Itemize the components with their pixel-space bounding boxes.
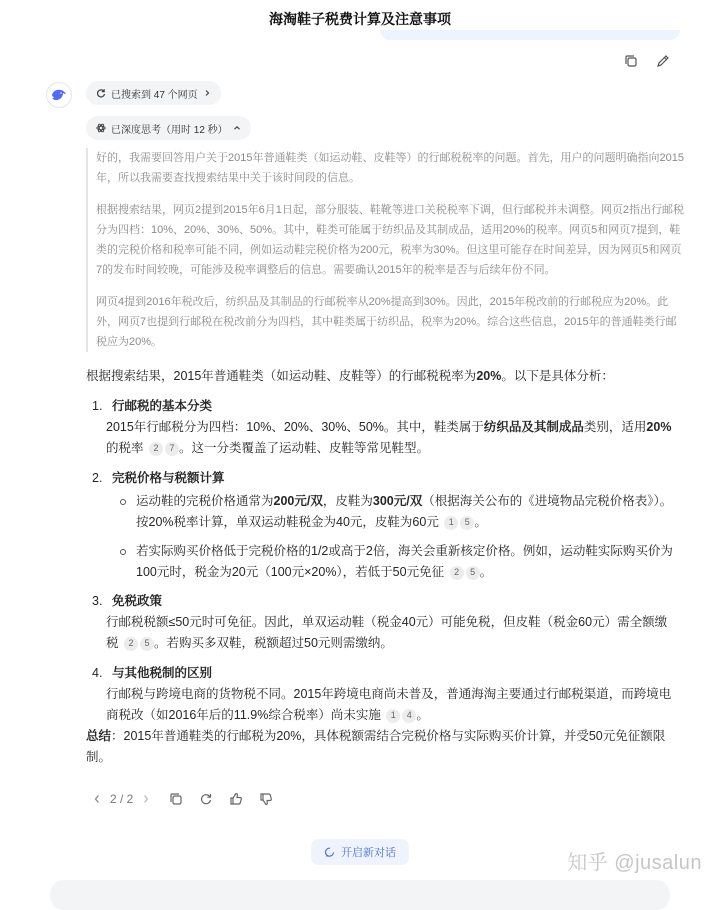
citation-badge[interactable]: 1 — [386, 709, 400, 723]
section-title: 完税价格与税额计算 — [112, 471, 225, 485]
section-body: 行邮税与跨境电商的货物税不同。2015年跨境电商尚未普及，普通海淘主要通过行邮税渠道，而跨境电商税改（如2016年后的11.9%综合税率）尚未实施 1 4 。 — [106, 687, 672, 722]
thumbs-up-icon[interactable] — [227, 790, 245, 808]
regenerate-icon[interactable] — [197, 790, 215, 808]
response-pager — [88, 790, 155, 808]
answer-content — [86, 366, 676, 768]
section-exemption: 3. 免税政策 行邮税税额≤50元时可免征。因此，单双运动鞋（税金40元）可能免税，但皮鞋（税金60元）需全额缴税 2 5 。若购买多双鞋，税额超过50元则需缴纳。 — [86, 591, 676, 654]
copy-icon[interactable] — [167, 790, 185, 808]
response-actions — [88, 790, 275, 808]
citation-badge[interactable]: 2 — [149, 442, 163, 456]
section-body: 2015年行邮税分为四档：10%、20%、30%、50%。其中，鞋类属于纺织品及其制成品类别，适用20%的税率 2 7 。这一分类覆盖了运动鞋、皮鞋等常见鞋型。 — [106, 420, 672, 455]
assistant-avatar — [46, 82, 72, 108]
thinking-paragraph: 网页4提到2016年税改后，纺织品及其制品的行邮税率从20%提高到30%。因此，2015年税改前的行邮税应为20%。此外，网页7也提到行邮税在税改前分为四档，其中鞋类属于纺织品，税率为20%。综合这些信息，2015年的普通鞋类行邮税应为20%。 — [96, 296, 677, 348]
citation-badge[interactable]: 2 — [124, 637, 138, 651]
citation-badge[interactable]: 7 — [165, 442, 179, 456]
section-title: 行邮税的基本分类 — [112, 399, 213, 413]
search-results-chip[interactable] — [86, 81, 221, 105]
answer-intro: 根据搜索结果，2015年普通鞋类（如运动鞋、皮鞋等）的行邮税税率为20%。以下是具体分析： — [86, 369, 614, 383]
edit-icon[interactable] — [654, 52, 672, 70]
chevron-right-icon — [203, 89, 211, 97]
section-title: 免税政策 — [112, 594, 163, 608]
copy-icon[interactable] — [622, 52, 640, 70]
citation-badge[interactable]: 5 — [460, 516, 474, 530]
section-comparison: 4. 与其他税制的区别 行邮税与跨境电商的货物税不同。2015年跨境电商尚未普及，普通海淘主要通过行邮税渠道，而跨境电商税改（如2016年后的11.9%综合税率）尚未实施 1 4 。 — [86, 663, 676, 726]
chat-input-box[interactable] — [50, 880, 670, 910]
citation-badge[interactable]: 4 — [402, 709, 416, 723]
citation-badge[interactable]: 5 — [466, 566, 480, 580]
conversation-title: 海淘鞋子税费计算及注意事项 — [269, 11, 451, 27]
citation-badge[interactable]: 2 — [450, 566, 464, 580]
new-chat-icon — [324, 846, 336, 858]
section-title: 与其他税制的区别 — [112, 666, 213, 680]
citation-badge[interactable]: 5 — [140, 637, 154, 651]
new-chat-label: 开启新对话 — [341, 847, 396, 859]
thinking-paragraph: 好的，我需要回答用户关于2015年普通鞋类（如运动鞋、皮鞋等）的行邮税税率的问题。首先，用户的问题明确指向2015年，所以我需要查找搜索结果中关于该时间段的信息。 — [96, 152, 684, 184]
summary: 总结：2015年普通鞋类的行邮税为20%，具体税额需结合完税价格与实际购买价计算，并受50元免征额限制。 — [86, 729, 666, 764]
bullet-item: 若实际购买价格低于完税价格的1/2或高于2倍，海关会重新核定价格。例如，运动鞋实际购买价为100元时，税金为20元（100元×20%），若低于50元免征 2 5 。 — [136, 541, 676, 583]
thinking-atom-icon — [96, 123, 106, 133]
section-tax-categories: 1. 行邮税的基本分类 2015年行邮税分为四档：10%、20%、30%、50%。其中，鞋类属于纺织品及其制成品类别，适用20%的税率 2 7 。这一分类覆盖了运动鞋、皮鞋等常见鞋型。 — [86, 396, 676, 459]
section-body: 行邮税税额≤50元时可免征。因此，单双运动鞋（税金40元）可能免税，但皮鞋（税金60元）需全额缴税 2 5 。若购买多双鞋，税额超过50元则需缴纳。 — [106, 615, 668, 650]
new-chat-button[interactable] — [311, 839, 409, 865]
thumbs-down-icon[interactable] — [257, 790, 275, 808]
deep-thinking-chip[interactable] — [86, 116, 251, 140]
chevron-left-icon[interactable] — [88, 790, 106, 808]
pager-text: 2 / 2 — [110, 792, 134, 806]
chevron-up-icon — [233, 124, 241, 132]
think-chip-label: 已深度思考（用时 12 秒） — [111, 124, 228, 136]
chevron-right-icon[interactable] — [137, 790, 155, 808]
watermark: 知乎 @jusalun — [567, 852, 702, 874]
search-refresh-icon — [96, 88, 106, 98]
citation-badge[interactable]: 1 — [444, 516, 458, 530]
search-chip-label: 已搜索到 47 个网页 — [111, 89, 198, 101]
section-price-calculation: 2. 完税价格与税额计算 运动鞋的完税价格通常为200元/双，皮鞋为300元/双（根据海关公布的《进境物品完税价格表》）。按20%税率计算，单双运动鞋税金为40元，皮鞋为60元 1 5 。 若实际购买价格低于完税价格的1/2或高于2倍，海关会重新核定价格。例如，运动鞋实际购买价为100元时，税金为20元（100元×20%），若低于50元免征 2 5 。 — [86, 468, 676, 583]
user-message-bubble — [380, 30, 680, 40]
message-actions — [622, 52, 672, 70]
thinking-content — [86, 148, 686, 352]
bullet-item: 运动鞋的完税价格通常为200元/双，皮鞋为300元/双（根据海关公布的《进境物品完税价格表》）。按20%税率计算，单双运动鞋税金为40元，皮鞋为60元 1 5 。 — [136, 491, 676, 533]
thinking-paragraph: 根据搜索结果，网页2提到2015年6月1日起，部分服装、鞋靴等进口关税税率下调，但行邮税并未调整。网页2指出行邮税分为四档：10%、20%、30%、50%。其中，鞋类可能属于纺织品及其制成品，适用20%的税率。网页5和网页7提到，鞋类的完税价格和税率可能不同，例如运动鞋完税价格为200元，税率为30%。但这里可能存在时间差异，因为网页5和网页7的发布时间较晚，可能涉及税率调整后的信息。需要确认2015年的税率是否与后续年份不同。 — [96, 204, 684, 276]
